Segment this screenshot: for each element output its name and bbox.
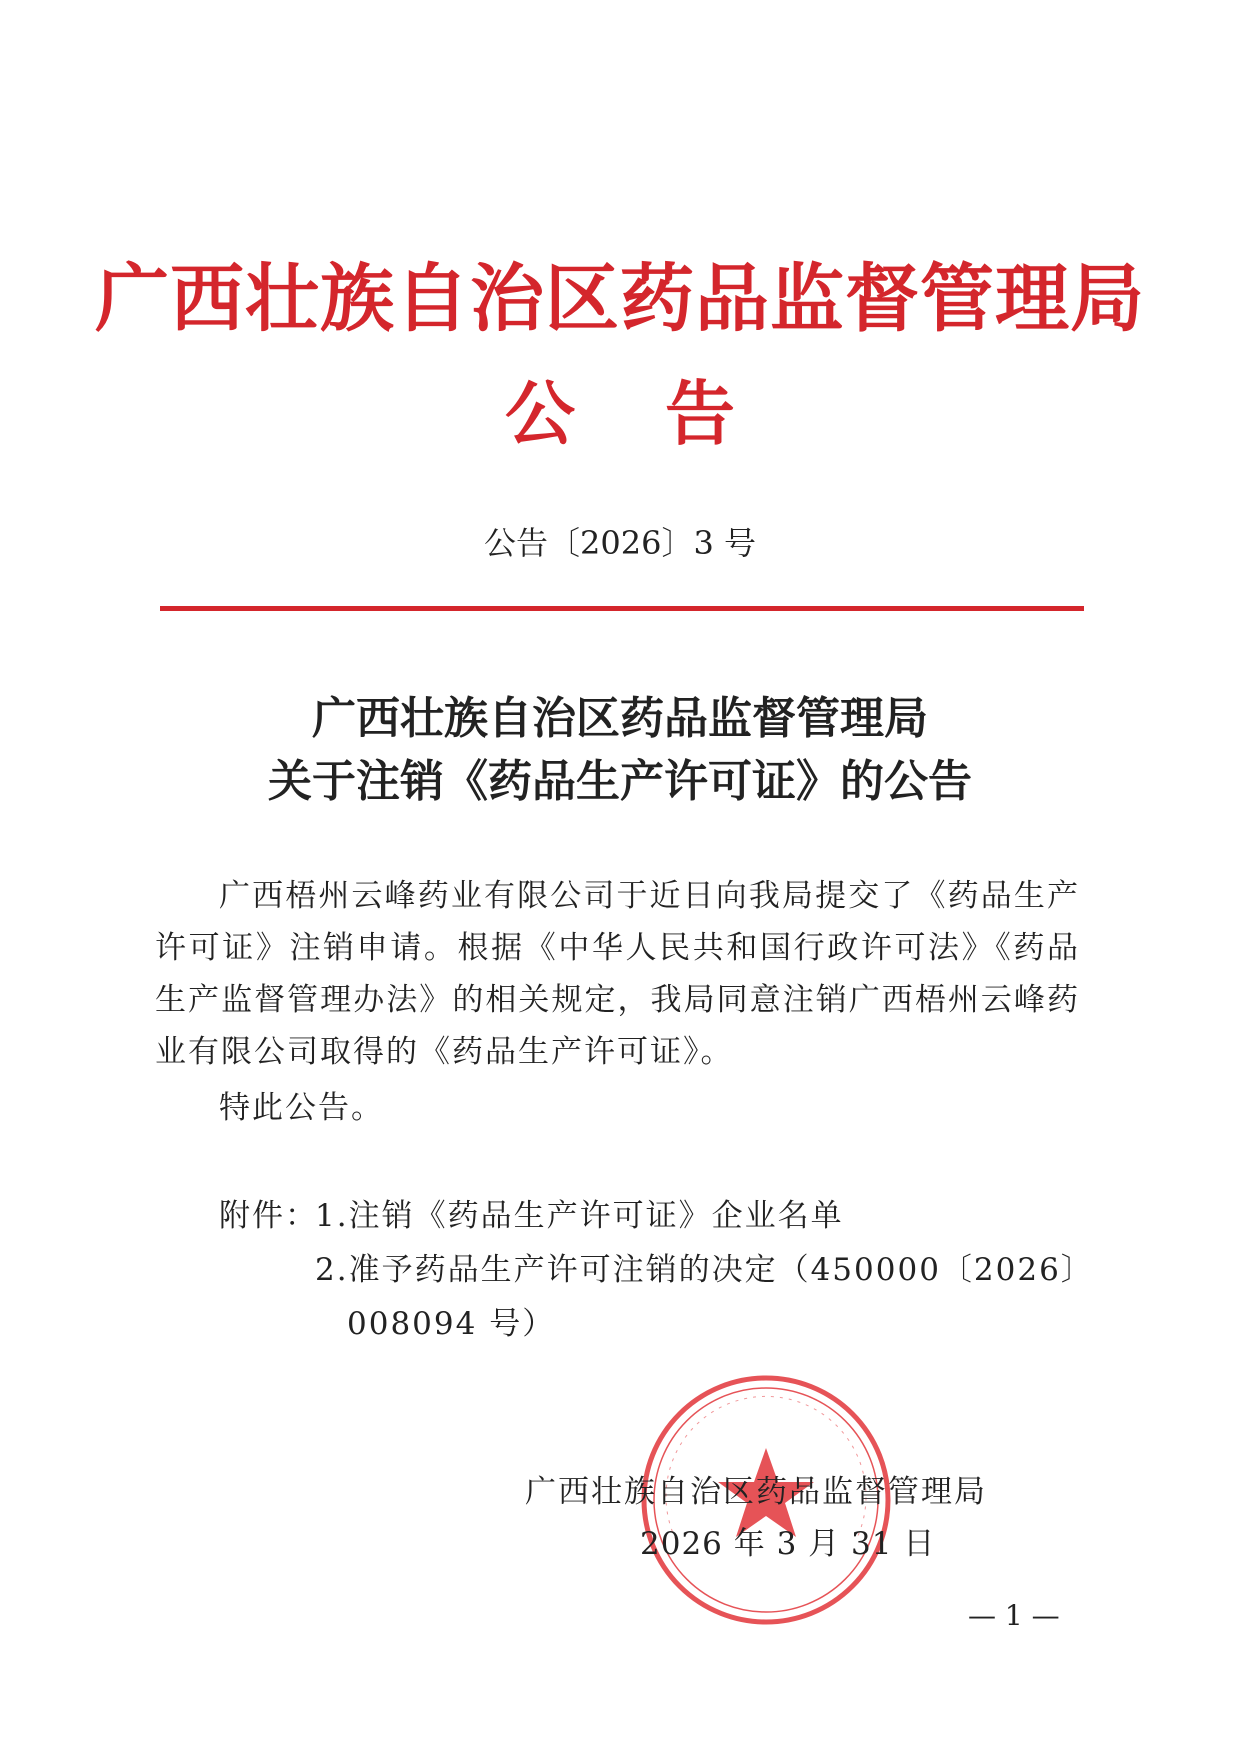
closing-statement: 特此公告。 bbox=[219, 1090, 384, 1126]
attachment-item-2-line-1: 2.准予药品生产许可注销的决定（450000〔2026〕 bbox=[315, 1252, 1094, 1288]
red-divider bbox=[160, 606, 1084, 611]
notice-heading bbox=[0, 358, 1240, 459]
document-number: 公告〔2026〕3 号 bbox=[484, 524, 756, 562]
page-number: — 1 — bbox=[968, 1599, 1060, 1632]
attachment-item-1: 1.注销《药品生产许可证》企业名单 bbox=[315, 1198, 844, 1234]
body-paragraph: 广西梧州云峰药业有限公司于近日向我局提交了《药品生产许可证》注销申请。根据《中华人民共和国行政许可法》《药品生产监督管理办法》的相关规定，我局同意注销广西梧州云峰药业有限公司取得的《药品生产许可证》。 bbox=[155, 878, 1080, 1070]
document-title-line-2: 关于注销《药品生产许可证》的公告 bbox=[268, 756, 972, 807]
agency-header-title: 广西壮族自治区药品监督管理局 bbox=[95, 256, 1145, 342]
signing-date: 2026 年 3 月 31 日 bbox=[640, 1526, 936, 1562]
attachments-label: 附件： bbox=[219, 1198, 318, 1234]
signing-agency: 广西壮族自治区药品监督管理局 bbox=[525, 1474, 987, 1510]
notice-char-2: 告 bbox=[665, 372, 735, 455]
document-title-line-1: 广西壮族自治区药品监督管理局 bbox=[312, 693, 928, 744]
attachment-item-2-line-2: 008094 号） bbox=[347, 1306, 556, 1342]
notice-char-1: 公 bbox=[505, 372, 575, 455]
